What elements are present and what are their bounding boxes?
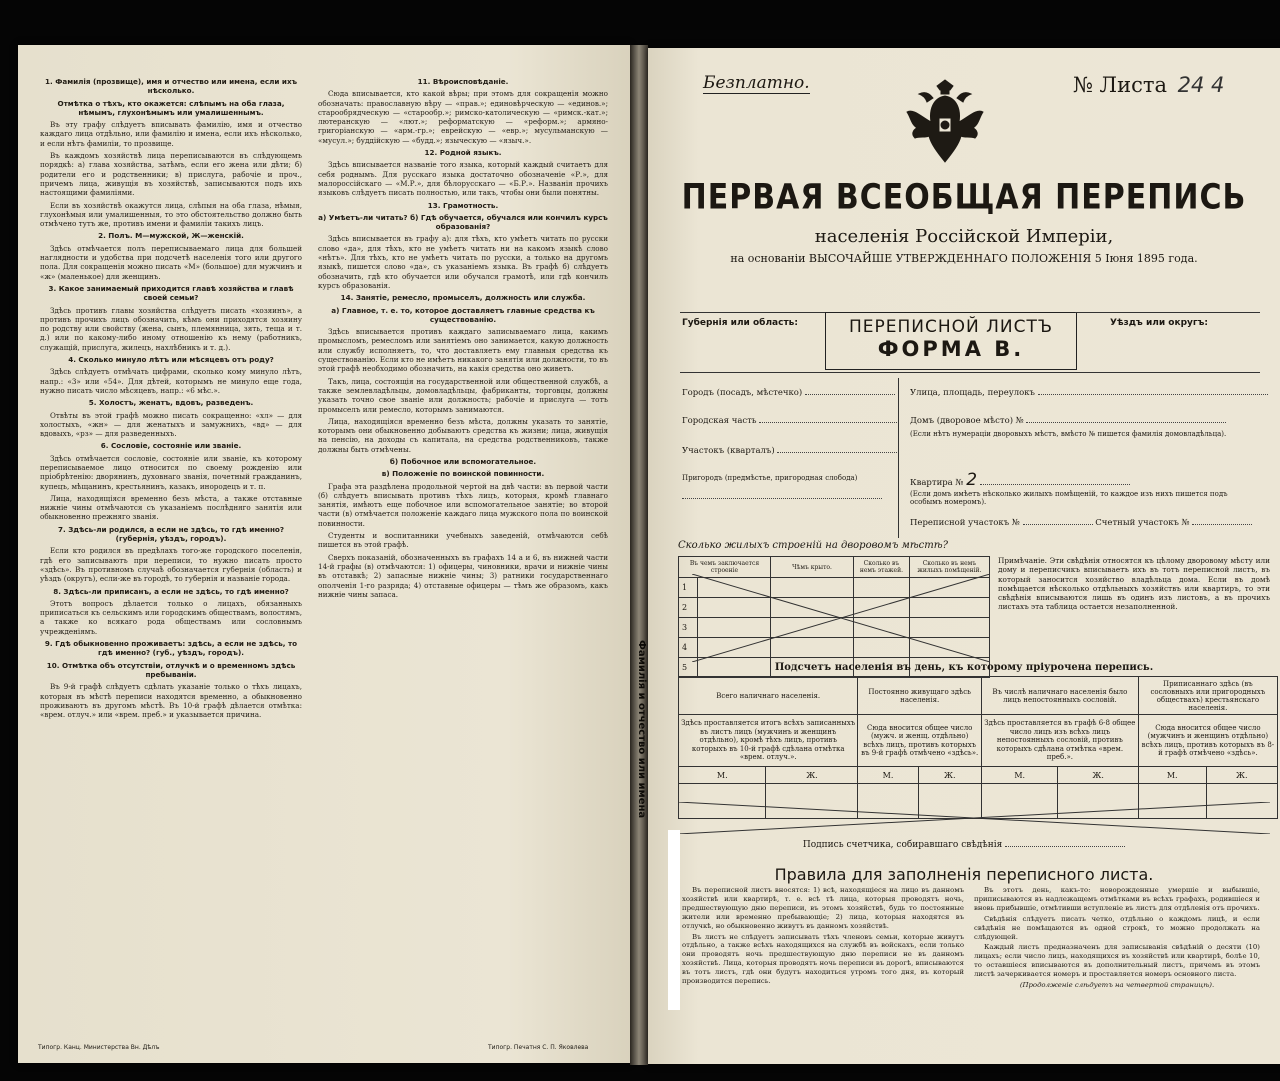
section-heading: 10. Отмѣтка объ отсутствіи, отлучкѣ и о временномъ здѣсь пребываніи. [46, 660, 296, 679]
section-heading: 12. Родной языкъ. [424, 148, 502, 158]
province-label: Губернія или область: [682, 318, 798, 328]
instructions-column-2 [318, 75, 608, 1025]
paragraph: Лица, находящіяся временно безъ мѣста, должны указать то занятіе, которымъ они обыкновенно добываютъ средства къ жизни; лица, живущія на пенсію, на доходы съ капитала, на средства родственниковъ, также должны быть отмѣчены. [318, 416, 608, 454]
legal-basis: на основаніи ВЫСОЧАЙШЕ УТВЕРЖДЕННАГО ПОЛОЖЕНІЯ 5 Іюня 1895 года. [730, 252, 1198, 265]
section-heading: 4. Сколько минуло лѣтъ или мѣсяцевъ отъ роду? [68, 355, 274, 365]
sheet-number [1073, 73, 1224, 97]
sheet-number-label: № Листа [1073, 73, 1167, 97]
rule-paragraph: Въ листъ не слѣдуетъ записывать тѣхъ членовъ семьи, которые живутъ отдѣльно, а также всѣхъ находящихся на службѣ въ войскахъ, если только они проводятъ ночь предшествующую дню переписи не въ данномъ хозяйствѣ. Лица, которыя проводятъ ночь переписи въ дорогѣ, вписываются въ тотъ листъ, гдѣ они будутъ находиться утромъ того дня, въ который производится перепись. [682, 932, 964, 986]
gutter-edge-text: Фамилія и отчество или имена [636, 640, 647, 819]
paragraph: Въ эту графу слѣдуетъ вписывать фамилію, имя и отчество каждаго лица отдѣльно, или фамилію и имена, если ихъ нѣсколько, и если нѣтъ фамиліи, то прозвище. [40, 120, 302, 148]
instructions-column-1 [40, 75, 302, 1025]
apartment-note: (Если домъ имѣетъ нѣсколько жилыхъ помѣщеній, то каждое изъ нихъ пишется подъ особымъ номеромъ). [910, 490, 1228, 506]
paragraph: Если кто родился въ предѣлахъ того-же городского поселенія, гдѣ его записываютъ при переписи, то нужно писать просто «здѣсь». Въ противномъ случаѣ обозначается губернія (область) и уѣздъ (округъ), если-же въ городѣ, то губернія и названіе города. [40, 546, 302, 584]
section-heading: 2. Полъ. М—мужской, Ж—женскій. [98, 231, 244, 241]
section-heading: 8. Здѣсь-ли приписанъ, а если не здѣсь, то гдѣ именно? [53, 586, 289, 596]
printer-imprint-right: Типогр. Печатня С. П. Яковлева [488, 1044, 589, 1051]
buildings-question: Сколько жилыхъ строеній на дворовомъ мѣстѣ? [678, 540, 948, 551]
district-label: Уѣздъ или округъ: [1110, 318, 1208, 328]
house-field: Домъ (дворовое мѣсто) № [910, 416, 1226, 426]
right-page [648, 48, 1280, 1064]
rule-paragraph: Въ этотъ день, какъ-то: новорожденные умершіе и выбывшіе, приписываются въ надлежащемъ отмѣтками въ всѣхъ графахъ, родившіеся и вновь прибывшіе, отмѣтивши вступленіе въ листъ для отдѣленія отъ прочихъ. [974, 886, 1260, 912]
paragraph: Здѣсь отмѣчается полъ переписываемаго лица для большей наглядности и удобства при подсчетѣ населенія того или другого пола. Для сокращенія можно писать «М» (большое) для мужчинъ и «ж» (маленькое) для женщинъ. [40, 243, 302, 281]
printer-imprint-left: Типогр. Канц. Министерства Вн. Дѣлъ [38, 1044, 160, 1051]
paragraph: Здѣсь вписывается въ графу а): для тѣхъ, кто умѣетъ читать по русски слово «да», для тѣхъ, кто не умѣетъ читать ни на какомъ языкѣ слово «нѣтъ». Для тѣхъ, кто не умѣетъ читать по русски, а только на другомъ языкѣ, пишется слово «да», съ указаніемъ языка. Въ графѣ б) слѣдуетъ обозначить, гдѣ кто обучается или обучался грамотѣ, или гдѣ кончилъ курсъ образованія. [318, 234, 608, 290]
paragraph: Лица, находящіяся временно безъ мѣста, а также отставные нижніе чины отмѣчаются съ указаніемъ послѣдняго занятія или обыкновенно прежняго званія. [40, 493, 302, 522]
table-row: 1 [679, 578, 990, 598]
buildings-header-roof: Чѣмъ крыто. [771, 557, 854, 578]
section-heading: 14. Занятіе, ремесло, промыселъ, должность или служба. [340, 293, 586, 303]
section-heading: 6. Сословіе, состояніе или званіе. [100, 441, 242, 451]
counter-signature: Подпись счетчика, собиравшаго свѣдѣнія [648, 840, 1280, 850]
city-part-field: Городская часть [682, 416, 899, 426]
count-header-present: Всего наличнаго населенія. [679, 677, 858, 715]
apartment-field: Квартира № 2 [910, 470, 1130, 490]
count-crossed-out-mark [678, 802, 1270, 834]
rules-column-1 [682, 886, 964, 1056]
table-row: 3 [679, 618, 990, 638]
city-field: Городъ (посадъ, мѣстечко) [682, 388, 895, 398]
apartment-value: 2 [966, 470, 978, 490]
count-header-permanent: Постоянно живущаго здѣсь населенія. [858, 677, 982, 715]
paragraph: Здѣсь отмѣчается сословіе, состояніе или званіе, къ которому переписываемое лицо относится по своему рожденію или пріобрѣтенію: дворянинъ, духовнаго званія, почетный гражданинъ, купецъ, мѣщанинъ, крестьянинъ, казакъ, инородецъ и т. п. [40, 453, 302, 491]
buildings-header-type: Въ чемъ заключается строеніе [679, 557, 771, 578]
buildings-crossed-out-mark [692, 574, 990, 662]
white-paper-tab [668, 830, 680, 1010]
section-heading: 1. Фамилія (прозвище), имя и отчество или имена, если ихъ нѣсколько. [45, 77, 297, 96]
buildings-header-floors: Сколько въ немъ этажей. [854, 557, 910, 578]
rule-paragraph: Каждый листъ предназначенъ для записыванія свѣдѣній о десяти (10) лицахъ; если число лицъ, находящихся въ хозяйствѣ или квартирѣ, болѣе 10, то оставшіеся вписываются въ дополнительный листъ, причемъ въ этомъ листѣ зачеркивается номеръ и проставляется номеръ основного листа. [974, 943, 1260, 979]
population-count-table: Всего наличнаго населенія. Постоянно живущаго здѣсь населенія. Въ числѣ наличнаго населенія было лицъ непостоянныхъ сословій. Приписаннаго здѣсь (въ сословныхъ или пригородныхъ обществахъ) крестьянскаго населенія. Здѣсь проставляется итогъ всѣхъ записанныхъ въ листъ лицъ (мужчинъ и женщинъ отдѣльно), кромѣ тѣхъ лицъ, противъ которыхъ въ 10-й графѣ сдѣлана отмѣтка «врем. отлуч.». Сюда вносится общее число (мужч. и женщ. отдѣльно) всѣхъ лицъ, противъ которыхъ въ 9-й графѣ отмѣчено «здѣсь». Здѣсь проставляется въ графѣ 6-8 общее число лицъ изъ всѣхъ лицъ непостоянныхъ сословій, противъ которыхъ сдѣлана отмѣтка «врем. преб.». Сюда вносится общее число (мужчинъ и женщинъ отдѣльно) всѣхъ лицъ, противъ которыхъ въ 8-й графѣ отмѣчено «здѣсь». М. Ж. М. Ж. М. Ж. М. Ж. [678, 676, 1278, 819]
buildings-note: Примѣчаніе. Эти свѣдѣнія относятся къ цѣлому дворовому мѣсту или дому и переписчикъ вписываетъ ихъ въ тотъ переписной листъ, въ который заносится хозяйство владѣльца дома. Если въ домѣ помѣщается нѣсколько отдѣльныхъ хозяйствъ или квартиръ, то эти свѣдѣнія вписываются лишь въ одинъ изъ листовъ, а въ прочихъ листахъ эта таблица остается незаполненной. [998, 556, 1270, 612]
imperial-eagle-emblem-icon [903, 78, 987, 170]
suburb-field: Пригородъ (предмѣстье, пригородная слобода) [682, 474, 858, 482]
section-heading: б) Побочное или вспомогательное. [389, 456, 537, 466]
rule-paragraph: Свѣдѣнія слѣдуетъ писать четко, отдѣльно о каждомъ лицѣ, и если свѣдѣнія не помѣщаются въ одной строкѣ, то можно продолжать на слѣдующей. [974, 914, 1260, 941]
document-subtitle: населенія Россійской Имперіи, [814, 226, 1114, 247]
count-header-nonpermanent: Въ числѣ наличнаго населенія было лицъ непостоянныхъ сословій. [981, 677, 1138, 715]
table-row: 4 [679, 638, 990, 658]
section-heading: 9. Гдѣ обыкновенно проживаетъ: здѣсь, а если не здѣсь, то гдѣ именно? (губ., уѣздъ, городъ). [44, 639, 298, 658]
table-row: 5 [679, 658, 990, 678]
precinct-field: Участокъ (кварталъ) [682, 446, 897, 456]
table-row: 2 [679, 598, 990, 618]
section-heading: а) Умѣетъ-ли читать? б) Гдѣ обучается, обучался или кончилъ курсъ образованія? [318, 212, 608, 232]
form-type: ФОРМА В. [877, 337, 1025, 361]
paragraph: Графа эта раздѣлена продольной чертой на двѣ части: въ первой части (б) слѣдуетъ вписывать противъ тѣхъ лицъ, которыя, кромѣ главнаго занятія, имѣютъ еще побочное или вспомогательное занятіе; во второй части (в) отмѣчается положеніе каждаго лица мужского пола по воинской повинности. [318, 481, 608, 528]
rules-continued-note: (Продолженіе слѣдуетъ на четвертой страницѣ). [1019, 981, 1215, 990]
section-heading: 5. Холостъ, женатъ, вдовъ, разведенъ. [88, 398, 254, 408]
suburb-line [682, 492, 892, 502]
paragraph: Отвѣты въ этой графѣ можно писать сокращенно: «хл» — для холостыхъ, «жн» — для женатыхъ и замужнихъ, «вд» — для вдовыхъ, «рз» — для разведенныхъ. [40, 410, 302, 439]
rules-column-2 [974, 886, 1260, 1056]
document-title: ПЕРВАЯ ВСЕОБЩАЯ ПЕРЕПИСЬ [681, 177, 1247, 218]
paragraph: Такъ, лица, состоящія на государственной или общественной службѣ, а также землевладѣльцы, домовладѣльцы, фабриканты, торговцы, должны указать точно свое званіе или должность; рабочіе и прислуга — тотъ промыселъ или ремесло, которымъ занимаются. [318, 376, 608, 414]
buildings-header-dwellings: Сколько въ немъ жилыхъ помѣщеній. [909, 557, 989, 578]
paragraph: Въ 9-й графѣ слѣдуетъ сдѣлать указаніе только о тѣхъ лицахъ, которыя въ мѣстѣ переписи находятся временно, а обыкновенно проживаютъ въ другомъ мѣстѣ. Въ 10-й графѣ дѣлается отмѣтка: «врем. отлуч.» или «врем. преб.» и указывается причина. [40, 682, 302, 720]
form-header [680, 312, 1260, 372]
paragraph: Студенты и воспитанники учебныхъ заведеній, отмѣчаются себѣ пишется въ этой графѣ. [318, 531, 608, 550]
population-count-title: Подсчетъ населенія въ день, къ которому пріурочена перепись. [774, 662, 1154, 673]
free-label: Безплатно. [703, 73, 810, 93]
paragraph: Сюда вписывается, кто какой вѣры; при этомъ для сокращенія можно обозначать: православную вѣру — «прав.»; единовѣрческую — «единов.»; старообрядческую — «старообр.»; римско-католическую — «римск.-кат.»; лютеранскую — «лют.»; реформатскую — «реформ.»; армяно-григоріанскую — «арм.-гр.»; еврейскую — «евр.»; мусульманскую — «мусул.»; буддійскую — «будд.»; языческую — «языч.». [318, 89, 608, 145]
form-title: ПЕРЕПИСНОЙ ЛИСТЪ [848, 317, 1054, 337]
paragraph: Здѣсь вписывается названіе того языка, который каждый считаетъ для себя роднымъ. Для русскаго языка достаточно обозначеніе «Р.», для малороссійскаго — «М.Р.», для бѣлорусскаго — «Б.Р.». Названія прочихъ языковъ слѣдуетъ писать полностью, или такъ, чтобы они были понятны. [318, 160, 608, 198]
paragraph: Здѣсь слѣдуетъ отмѣчать цифрами, сколько кому минуло лѣтъ, напр.: «3» или «54». Для дѣтей, которымъ не минуло еще года, нужно писать число мѣсяцевъ, напр.: «6 мѣс.». [40, 367, 302, 395]
section-heading: 3. Какое занимаемый приходится главѣ хозяйства и главѣ своей семьи? [48, 283, 294, 303]
rules-title: Правила для заполненія переписного листа. [774, 865, 1154, 884]
rule-paragraph: Въ переписной листъ вносятся: 1) всѣ, находящіеся на лицо въ данномъ хозяйствѣ или квартирѣ, т. е. всѣ тѣ лица, которыя проводятъ ночь, предшествующую дню переписи, въ этомъ хозяйствѣ, будь то постоянные жители или временно пребывающіе; 2) лица, которыя находятся въ отлучкѣ, но обыкновенно живутъ въ данномъ хозяйствѣ. [682, 886, 964, 930]
paragraph: Въ каждомъ хозяйствѣ лица переписываются въ слѣдующемъ порядкѣ: а) глава хозяйства, затѣмъ, если его жена или дѣти; б) родители его и родственники; в) прислуга, рабочіе и проч., причемъ лица, живущія въ хозяйствѣ, записываются подъ ихъ настоящими фамиліями. [40, 151, 302, 198]
sheet-number-handwritten: 24 4 [1177, 73, 1225, 97]
section-heading: 7. Здѣсь-ли родился, а если не здѣсь, то гдѣ именно? (губернія, уѣздъ, городъ). [57, 524, 285, 544]
form-title-box [825, 312, 1077, 370]
paragraph: Сверхъ показаній, обозначенныхъ въ графахъ 14 а и 6, въ нижней части 14-й графы (в) отмѣчаются: 1) офицеры, чиновники, врачи и нижніе чины въ отставкѣ; 2) запасные нижніе чины; 3) ратники государственнаго ополченія 1-го разряда; 4) отставные офицеры — тѣмъ же образомъ, какъ нижніе чины запаса. [318, 552, 608, 599]
counting-area-label: Счетный участокъ № [1095, 518, 1190, 528]
census-area-field: Переписной участокъ № Счетный участокъ № [910, 518, 1252, 528]
paragraph: Если въ хозяйствѣ окажутся лица, слѣпыя на оба глаза, нѣмыя, глухонѣмыя или умалишенныя, то это обстоятельство должно быть отмѣчено тутъ же, противъ имени и фамиліи такихъ лицъ. [40, 200, 302, 229]
section-heading: в) Положеніе по воинской повинности. [381, 469, 545, 479]
left-page [18, 45, 630, 1063]
paragraph: Этотъ вопросъ дѣлается только о лицахъ, обязанныхъ приписаться къ сельскимъ или городскимъ обществамъ, волостямъ, а также ко всякаго рода обществамъ или сословнымъ учрежденіямъ. [40, 598, 302, 636]
section-heading: а) Главное, т. е. то, которое доставляетъ главные средства къ существованію. [331, 305, 595, 324]
count-header-peasant: Приписаннаго здѣсь (въ сословныхъ или пригородныхъ обществахъ) крестьянскаго населенія. [1138, 677, 1277, 715]
paragraph: Здѣсь противъ главы хозяйства слѣдуетъ писать «хозяинъ», а противъ прочихъ лицъ обозначить, кѣмъ они приходятся хозяину по родству или свойству (жена, сынъ, племянница, зять, теща и т. д.) или по какому-либо иному отношенію къ нему (работникъ, служащій, прислуга, жилецъ, нахлѣбникъ и т. д.). [40, 305, 302, 352]
section-heading: Отмѣтка о тѣхъ, кто окажется: слѣпымъ на оба глаза, нѣмымъ, глухонѣмымъ или умалишеннымъ. [57, 98, 285, 117]
house-note: (Если нѣтъ нумераціи дворовыхъ мѣстъ, вмѣсто № пишется фамилія домовладѣльца). [910, 430, 1227, 438]
section-heading: 13. Грамотность. [427, 200, 499, 210]
street-field: Улица, площадь, переулокъ [910, 388, 1268, 398]
paragraph: Здѣсь вписывается противъ каждаго записываемаго лица, какимъ промысломъ, ремесломъ или занятіемъ оно занимается, какую должность или службу исполняетъ, то, что доставляетъ ему главныя средства къ существованію. Если кто не имѣетъ никакого занятія или должности, то въ этой графѣ необходимо обозначить, на какія средства оно живетъ. [318, 327, 608, 374]
section-heading: 11. Вѣроисповѣданіе. [417, 77, 509, 86]
